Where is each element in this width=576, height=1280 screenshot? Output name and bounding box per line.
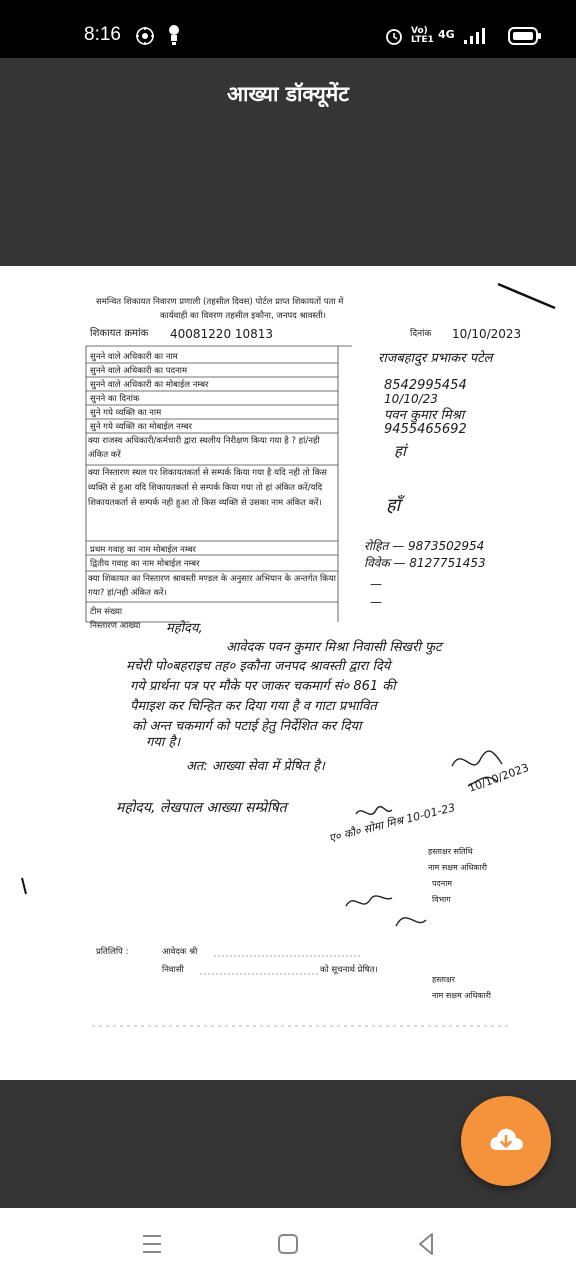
status-bar [0,0,576,58]
official-line: विभाग [432,895,451,904]
row-label: क्या राजस्व अधिकारी/कर्मचारी द्वारा स्थलीय निरीक्षण किया गया है ? हां/नही अंकित करें [88,436,320,460]
row-label: सुनने वाले अधिकारी का नाम [90,352,178,362]
alarm-icon [384,26,404,46]
signature-scribble [346,896,426,926]
recent-apps-icon[interactable] [134,1226,170,1262]
row-value: — [370,595,382,609]
report-text [126,620,444,774]
row-value: राजबहादुर प्रभाकर पटेल [378,351,493,366]
report-line: महोदय, [166,621,203,636]
right-date: 10/10/2023 [466,760,531,795]
lekhpal-line: महोदय, लेखपाल आख्या सम्प्रेषित [116,800,287,816]
row-label: प्रथम गवाह का नाम मोबाईल नम्बर [90,545,196,555]
report-line: मचेरी पो०बहराइच तह० इकौना जनपद श्रावस्ती द्वारा दिये [126,659,391,674]
copy-line2: निवासी [162,965,184,975]
copy-line1: आवेदक श्री [162,947,198,957]
row-label: क्या निस्तारण स्थल पर शिकायतकर्ता से सम्पर्क किया गया है यदि नही तो किस व्यक्ति से हुआ यदि शिकायतकर्ता से सम्पर्क किया गया तो हां अंकित करें/यदि शिकायतकर्ता से सम्पर्क नही हुआ तो किस व्यक्ति से उसका नाम अंकित करें। [88,468,327,508]
signal-icon [462,26,498,46]
sign-line: नाम सक्षम अधिकारी [432,991,491,1000]
copy-suffix: को सूचनार्थ प्रेषित। [320,965,378,975]
scanned-document [0,266,576,1080]
row-label: सुनने का दिनांक [90,394,140,404]
signature-scribble [356,807,392,815]
form-labels [88,351,336,631]
report-line: अत: आख्या सेवा में प्रेषित है। [186,759,325,774]
page-title: आख्या डॉक्यूमेंट [227,82,349,106]
complaint-no-label: शिकायत क्रमांक [90,328,149,339]
row-value: विवेक — 8127751453 [364,556,486,570]
row-value: 8542995454 [384,378,467,393]
bulb-notification-icon [168,24,180,46]
row-label: टीम संख्या [90,607,123,617]
date-value: 10/10/2023 [452,327,522,341]
doc-header-line2: कार्यवाही का विवरण तहसील इकौना, जनपद श्रावस्ती। [160,311,326,321]
row-value: — [370,577,382,591]
row-label: निस्तारण आख्या [90,621,141,631]
document-viewer[interactable] [0,266,576,1080]
back-icon[interactable] [408,1226,444,1262]
row-value: 9455465692 [384,422,467,437]
row-label: सुनने वाले अधिकारी का मोबाईल नम्बर [90,380,209,390]
report-line: को अन्त चकमार्ग को पटाई हेतु निर्देशित कर दिया [132,719,362,734]
navigation-bar [0,1208,576,1280]
battery-icon [508,26,542,46]
row-label: सुने गये व्यक्ति का नाम [90,408,162,418]
row-label: सुनने वाले अधिकारी का पदनाम [90,366,188,376]
row-value: रोहित — 9873502954 [364,539,485,553]
row-value: पवन कुमार मिश्रा [384,408,465,423]
doc-header-line1: समन्वित शिकायत निवारण प्रणाली (तहसील दिवस) पोर्टल प्राप्त शिकायतों पता में [96,297,344,307]
download-button[interactable] [461,1096,551,1186]
settings-notification-icon [135,26,155,46]
row-label: सुने गये व्यक्ति का मोबाईल नम्बर [90,422,192,432]
status-time: 8:16 [84,24,121,45]
official-block [428,846,488,904]
row-label: क्या शिकायत का निस्तारण श्रावस्ती मण्डल के अनुसार अभियान के अन्तर्गत किया गया? हां/नही अंकित करें। [88,574,336,598]
sign-block [432,975,492,1000]
row-value: 10/10/23 [384,392,438,406]
sign-line: हस्ताक्षर [432,975,455,984]
volte-indicator: Vo) LTE1 [411,26,434,45]
official-line: पदनाम [432,879,453,888]
home-icon[interactable] [270,1226,306,1262]
signature-note: ए० कौ० सोमा मिश्र 10-01-23 [327,800,457,845]
date-label: दिनांक [410,329,432,339]
network-type-label: 4G [438,28,455,41]
cloud-download-icon [488,1124,524,1158]
report-line: आवेदक पवन कुमार मिश्रा निवासी सिखरी फुट [226,640,442,655]
report-line: पैमाइश कर चिन्हित कर दिया गया है व गाटा प्रभावित [130,699,377,714]
form-values [364,350,496,609]
copy-label: प्रतिलिपि : [96,947,129,957]
row-label: द्वितीय गवाह का नाम मोबाईल नम्बर [90,559,200,569]
complaint-no-value: 40081220 10813 [170,327,274,341]
app-bar [0,58,576,266]
official-line: नाम सक्षम अधिकारी [428,863,487,872]
row-value: हाँ [386,495,401,516]
report-line: गये प्रार्थना पत्र पर मौके पर जाकर चकमार्ग सं० 861 की [130,679,396,694]
row-value: हां [394,442,406,460]
official-line: हस्ताक्षर सतिथि [428,847,473,856]
report-line: गया है। [146,735,181,750]
